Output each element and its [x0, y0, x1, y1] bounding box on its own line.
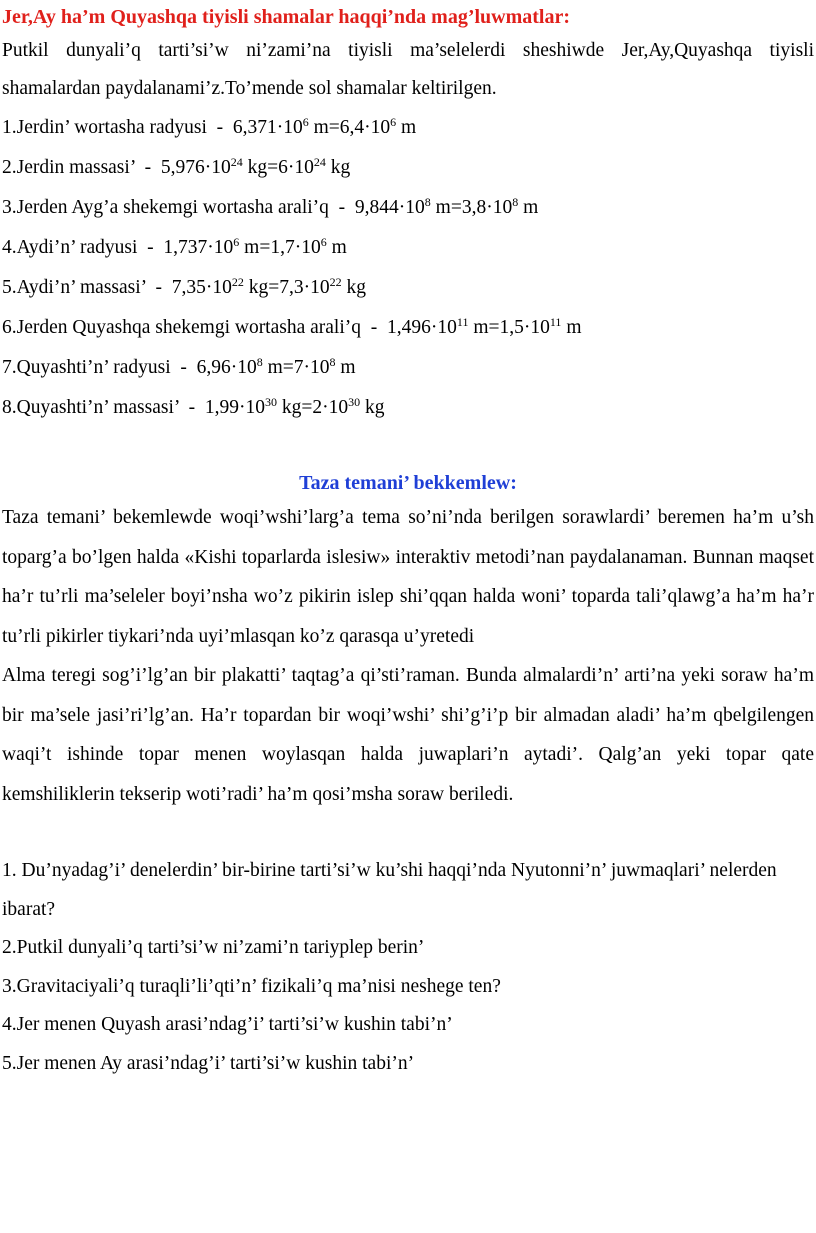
question-item: 5.Jer menen Ay arasi’ndag’i’ tarti’si’w kushin tabi’n’: [2, 1052, 415, 1074]
item-exponent: 11: [456, 315, 469, 329]
question-item: 3.Gravitaciyali’q turaqli’li’qti’n’ fizikali’q ma’nisi neshege ten?: [2, 975, 501, 997]
item-unit: m: [561, 317, 582, 338]
intro-paragraph: Putkil dunyali’q tarti’si’w ni’zami’na tiyisli ma’selelerdi sheshiwde Jer,Ay,Quyashqa tiyisli shamalardan paydalanami’z.To’mende sol shamalar keltirilgen.: [2, 40, 814, 99]
list-item: [2, 148, 814, 188]
item-separator: -: [178, 397, 205, 418]
section-heading-reinforcement: Taza temani’ bekkemlew:: [299, 472, 517, 494]
spacer: [2, 814, 814, 852]
item-value: 9,844·10: [354, 197, 425, 218]
section-heading-data: Jer,Ay ha’m Quyashqa tiyisli shamalar haqqi’nda mag’luwmatlar:: [2, 6, 571, 28]
item-exponent: 30: [265, 395, 278, 409]
constants-list: [2, 108, 814, 428]
item-unit: m: [335, 357, 356, 378]
question-item: 4.Jer menen Quyash arasi’ndag’i’ tarti’si’w kushin tabi’n’: [2, 1014, 453, 1035]
item-exponent: 8: [329, 355, 336, 369]
item-label: 2.Jerdin massasi’: [2, 157, 135, 178]
item-unit: kg: [325, 157, 351, 178]
item-approx-value: m=1,7·10: [239, 237, 321, 258]
item-approx-value: m=3,8·10: [430, 197, 513, 218]
item-value: 7,35·10: [171, 277, 232, 298]
list-item: [2, 188, 814, 228]
item-exponent: 6: [390, 115, 397, 129]
item-label: 4.Aydi’n’ radyusi: [2, 237, 138, 258]
list-item: [2, 388, 814, 428]
item-label: 7.Quyashti’n’ radyusi: [2, 357, 171, 378]
method-paragraph: Taza temani’ bekemlewde woqi’wshi’larg’a tema so’ni’nda berilgen sorawlardi’ beremen ha’m u’sh toparg’a bo’lgen halda «Kishi toparlarda islesiw» interaktiv metodi’nan paydalanaman. Bunnan maqset ha’r tu’rli ma’seleler boyi’nsha wo’z pikirin islep shi’qqan halda woni’ toparda tali’qlawg’a ha’m ha’r tu’rli pikirler tiykari’nda uyi’mlasqan ko’z qarasqa u’yretedi: [2, 507, 814, 647]
item-approx-value: m=1,5·10: [468, 317, 550, 338]
item-separator: -: [206, 117, 233, 138]
item-exponent: 6: [320, 235, 327, 249]
item-exponent: 8: [512, 195, 519, 209]
spacer: [2, 428, 814, 468]
item-exponent: 11: [549, 315, 562, 329]
item-approx-value: m=6,4·10: [308, 117, 391, 138]
item-exponent: 22: [231, 275, 244, 289]
item-value: 1,496·10: [387, 317, 457, 338]
item-value: 1,737·10: [163, 237, 234, 258]
list-item: [2, 268, 814, 308]
list-item: [2, 348, 814, 388]
list-item: [2, 308, 814, 348]
item-unit: kg: [360, 397, 385, 418]
item-exponent: 8: [424, 195, 431, 209]
item-separator: -: [137, 237, 164, 258]
list-item: [2, 228, 814, 268]
activity-paragraph: Alma teregi sog’i’lg’an bir plakatti’ taqtag’a qi’sti’raman. Bunda almalardi’n’ arti’na yeki soraw ha’m bir ma’sele jasi’ri’lg’an. Ha’r topardan bir woqi’wshi’ shi’g’i’p bir almadan aladi’ ha’m qbelgilengen waqi’t ishinde topar menen woylasqan halda juwaplari’n aytadi’. Qalg’an yeki topar qate kemshiliklerin tekserip woti’radi’ ha’m qosi’msha soraw beriledi.: [2, 665, 814, 805]
item-exponent: 24: [313, 155, 326, 169]
item-separator: -: [361, 317, 388, 338]
questions-list: [2, 852, 814, 1083]
question-item: 2.Putkil dunyali’q tarti’si’w ni’zami’n tariyplep berin’: [2, 937, 425, 958]
item-exponent: 6: [302, 115, 309, 129]
item-unit: m: [396, 117, 417, 138]
item-label: 1.Jerdin’ wortasha radyusi: [2, 117, 207, 138]
item-separator: -: [145, 277, 172, 298]
item-value: 1,99·10: [204, 397, 266, 418]
question-item: 1. Du’nyadag’i’ denelerdin’ bir-birine tarti’si’w ku’shi haqqi’nda Nyutonni’n’ juwmaqlari’ nelerden ibarat?: [2, 860, 777, 920]
item-value: 6,371·10: [232, 117, 303, 138]
list-item: [2, 108, 814, 148]
item-unit: kg: [341, 277, 366, 298]
item-approx-value: m=7·10: [262, 357, 330, 378]
item-exponent: 6: [233, 235, 240, 249]
item-unit: m: [518, 197, 539, 218]
item-label: 3.Jerden Ayg’a shekemgi wortasha arali’q: [2, 197, 329, 218]
item-unit: m: [326, 237, 347, 258]
item-separator: -: [170, 357, 197, 378]
item-approx-value: kg=7,3·10: [243, 277, 330, 298]
item-exponent: 30: [348, 395, 361, 409]
item-exponent: 22: [329, 275, 342, 289]
item-exponent: 24: [230, 155, 243, 169]
item-exponent: 8: [256, 355, 263, 369]
item-value: 6,96·10: [196, 357, 257, 378]
item-label: 6.Jerden Quyashqa shekemgi wortasha arali’q: [2, 317, 362, 338]
item-approx-value: kg=2·10: [277, 397, 349, 418]
item-separator: -: [328, 197, 355, 218]
item-approx-value: kg=6·10: [242, 157, 314, 178]
item-value: 5,976·10: [160, 157, 231, 178]
item-label: 8.Quyashti’n’ massasi’: [2, 397, 179, 418]
item-separator: -: [134, 157, 161, 178]
item-label: 5.Aydi’n’ massasi’: [2, 277, 146, 298]
